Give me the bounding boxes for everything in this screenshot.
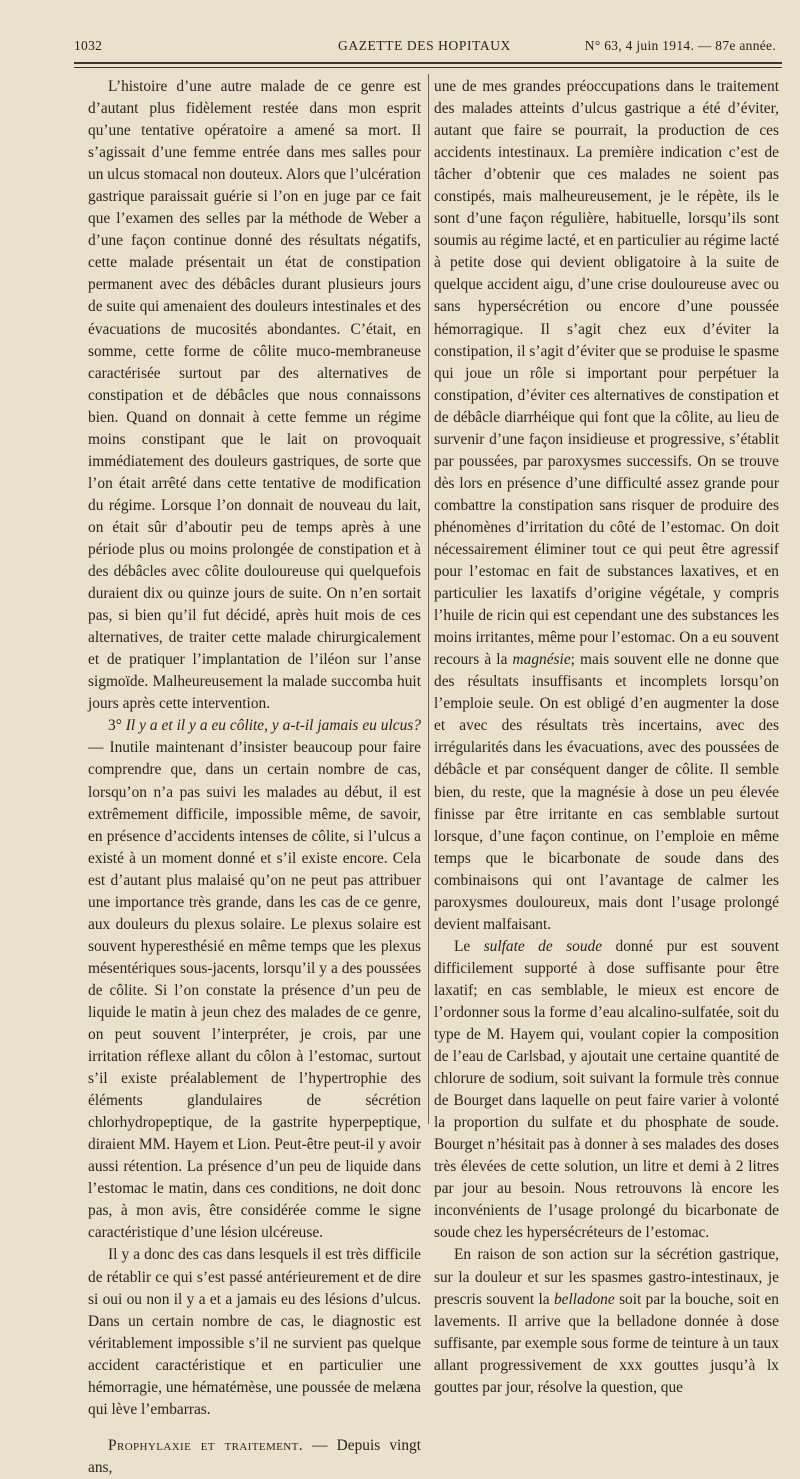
emphasis: belladone bbox=[553, 1290, 615, 1308]
paragraph: Il y a donc des cas dans lesquels il est très difficile de rétablir ce qui s’est passé antérieurement et de dire si oui ou non il y a et a jamais eu des lésions d’ulcus. Dans un certain nombre de cas, le diagnostic est véritablement impossible s’il ne survient pas quelque accident caractéristique et en particulier une hémorragie, une hématémèse, une poussée de melæna qui lève l’embarras. bbox=[88, 1246, 421, 1418]
paragraph bbox=[434, 936, 779, 1245]
header-rule-thick bbox=[74, 62, 782, 64]
page-header bbox=[74, 36, 782, 58]
section-heading: Il y a et il y a eu côlite, y a-t-il jamais eu ulcus? bbox=[125, 717, 421, 735]
column-divider bbox=[428, 74, 429, 1124]
paragraph-text: une de mes grandes préoccupations dans le traitement des malades atteints d’ulcus gastrique a été d’éviter, autant que faire se pourrait, la production de ces accidents intestinaux. La première indication c’est de tâcher d’obtenir que ces malades ne soient pas constipés, mais malheureusement, je le répète, ils le sont d’une façon régulière, habituelle, lorsqu’ils sont soumis au régime lacté, et en particulier au régime lacté à petite dose qui devient obligatoire à la suite de quelque accident aigu, d’une crise douloureuse avec ou sans hypersécrétion ou encore d’une poussée hémorragique. Il s’agit chez eux d’éviter la constipation, il s’agit d’éviter que se produise le spasme qui joue un rôle si important pour perpétuer la constipation, d’éviter ces alternatives de constipation et de débâcle diarrhéique qui font que la côlite, au lieu de survenir d’une façon insidieuse et progressive, s’établit par poussées, par paroxysmes successifs. On se trouve dès lors en présence d’une difficulté assez grande pour combattre la constipation sans risquer de produire des phénomènes d’irritation du côté de l’estomac. On doit nécessairement éliminer tout ce qui peut être agressif pour l’estomac en fait de substances laxatives, et en particulier les laxatifs d’origine végétale, y compris l’huile de ricin qui est cependant une des substances les moins irritantes, même pour l’estomac. On a eu souvent recours à la bbox=[434, 78, 779, 669]
paragraph-text: ; mais souvent elle ne donne que des résultats insuffisants et incomplets lorsqu’on l’emploie seule. On est obligé d’en augmenter la dose et avec des résultats très incertains, avec des irrégularités dans les évacuations, avec des poussées de débâcle et par conséquent danger de côlite. Il semble bien, du reste, que la magnésie à dose un peu élevée finisse par être irritante en cas semblable surtout lorsque, d’une façon continue, on l’emploie en même temps que le bicarbonate de soude dans des combinaisons qui ont l’avantage de calmer les paroxysmes douloureux, mais dont l’usage prolongé devient malfaisant. bbox=[434, 651, 779, 933]
page-number: 1032 bbox=[74, 38, 103, 53]
right-column bbox=[434, 76, 779, 1396]
emphasis: magnésie bbox=[512, 651, 571, 669]
header-rule-thin bbox=[74, 67, 782, 68]
paragraph bbox=[434, 76, 779, 936]
paragraph-text: — Inutile maintenant d’insister beaucoup pour faire comprendre que, dans un certain nombre de cas, lorsqu’on n’a pas suivi les malades au début, il est extrêmement difficile, impossible même, de savoir, en présence d’accidents intenses de côlite, si l’ulcus a existé à un moment donné et s’il existe encore. Cela est d’autant plus malaisé qu’on ne peut pas attribuer une importance très grande, dans les cas de ce genre, aux douleurs du plexus solaire. Le plexus solaire est souvent hyperesthésié en même temps que les plexus mésentériques sous-jacents, lorsqu’il y a des poussées de côlite. Si l’on constate la présence d’un peu de liquide le matin à jeun chez des malades de ce genre, on peut souvent l’interpréter, je crois, par une irritation réflexe allant du côlon à l’estomac, surtout s’il existe préalablement de l’hypertrophie des éléments glandulaires de sécrétion chlorhydropeptique, de la gastrite hyperpeptique, diraient MM. Hayem et Lion. Peut-être peut-il y avoir aussi rétention. La présence d’un peu de liquide dans l’estomac le matin, dans ces conditions, ne doit donc pas, à mon avis, être considérée comme le signe caractéristique d’une lésion ulcéreuse. bbox=[88, 739, 421, 1242]
paragraph: L’histoire d’une autre malade de ce genre est d’autant plus fidèlement restée dans mon esprit qu’une tentative opératoire a amené sa mort. Il s’agissait d’une femme entrée dans mes salles pour un ulcus stomacal non douteux. Alors que l’ulcération gastrique paraissait guérie si l’on en juge par ce fait que l’examen des selles par la méthode de Weber a d’une façon continue donné des résultats négatifs, cette malade présentait un état de constipation permanent avec des débâcles durant plusieurs jours de suite qui amenaient des douleurs intestinales et des évacuations de mucosités abondantes. C’était, en somme, cette forme de côlite muco-membraneuse caractérisée surtout par des alternatives de constipation et de débâcles que nous connaissons bien. Quand on donnait à cette femme un régime moins constipant que le lait on provoquait immédiatement des douleurs gastriques, de sorte que l’on était arrêté dans cette tentative de modification du régime. Lorsque l’on donnait de nouveau du lait, on était sûr d’aboutir peu de temps après à une période plus ou moins prolongée de constipation et à des débâcles avec côlite douloureuse qui quelquefois duraient dix ou quinze jours de suite. On n’en sortait pas, si bien qu’il fut décidé, après huit mois de ces alternatives, de traiter cette malade chirurgicalement et de pratiquer l’implantation de l’iléon sur l’anse sigmoïde. Malheureusement la malade succomba huit jours après cette intervention. bbox=[88, 78, 421, 713]
paragraph-text: soit par la bouche, soit en lavements. Il arrive que la belladone donnée à dose suffisante, par exemple sous forme de teinture à un taux allant progressivement de xxx gouttes jusqu’à lx gouttes par jour, résolve la question, que bbox=[434, 1290, 779, 1396]
paragraph-text: — Depuis vingt ans, bbox=[88, 1436, 421, 1476]
paragraph bbox=[434, 1244, 779, 1398]
paragraph bbox=[88, 715, 421, 1244]
paragraph-text: donné pur est souvent difficilement supporté à dose suffisante pour être laxatif; en cas semblable, le mieux est encore de l’ordonner sous la forme d’eau alcalino-sulfatée, soit du type de M. Hayem qui, voulant copier la composition de l’eau de Carlsbad, y ajoutait une certaine quantité de chlorure de sodium, soit suivant la formule très connue de Bourget dans laquelle on peut faire varier à volonté la proportion du sulfate et du phosphate de soude. Bourget n’hésitait pas à donner à ses malades des doses très élevées de cette solution, un litre et demi à 2 litres par jour au besoin. Nous retrouvons là encore les inconvénients de l’usage prolongé du bicarbonate de soude chez les hypersécréteurs de l’estomac. bbox=[434, 937, 779, 1242]
paragraph-text: En raison de son action sur la sécrétion gastrique, sur la douleur et sur les spasmes gastro-intestinaux, je prescris souvent la bbox=[434, 1246, 779, 1308]
issue-info: N° 63, 4 juin 1914. — 87e année. bbox=[584, 38, 776, 53]
emphasis: sulfate de soude bbox=[483, 937, 603, 955]
section-heading: Prophylaxie et traitement. bbox=[108, 1436, 304, 1454]
paragraph bbox=[88, 1435, 421, 1479]
journal-title: GAZETTE DES HOPITAUX bbox=[338, 38, 511, 53]
paragraph-text: Le bbox=[454, 937, 484, 955]
section-number: 3° bbox=[108, 717, 122, 735]
left-column bbox=[88, 76, 421, 1476]
